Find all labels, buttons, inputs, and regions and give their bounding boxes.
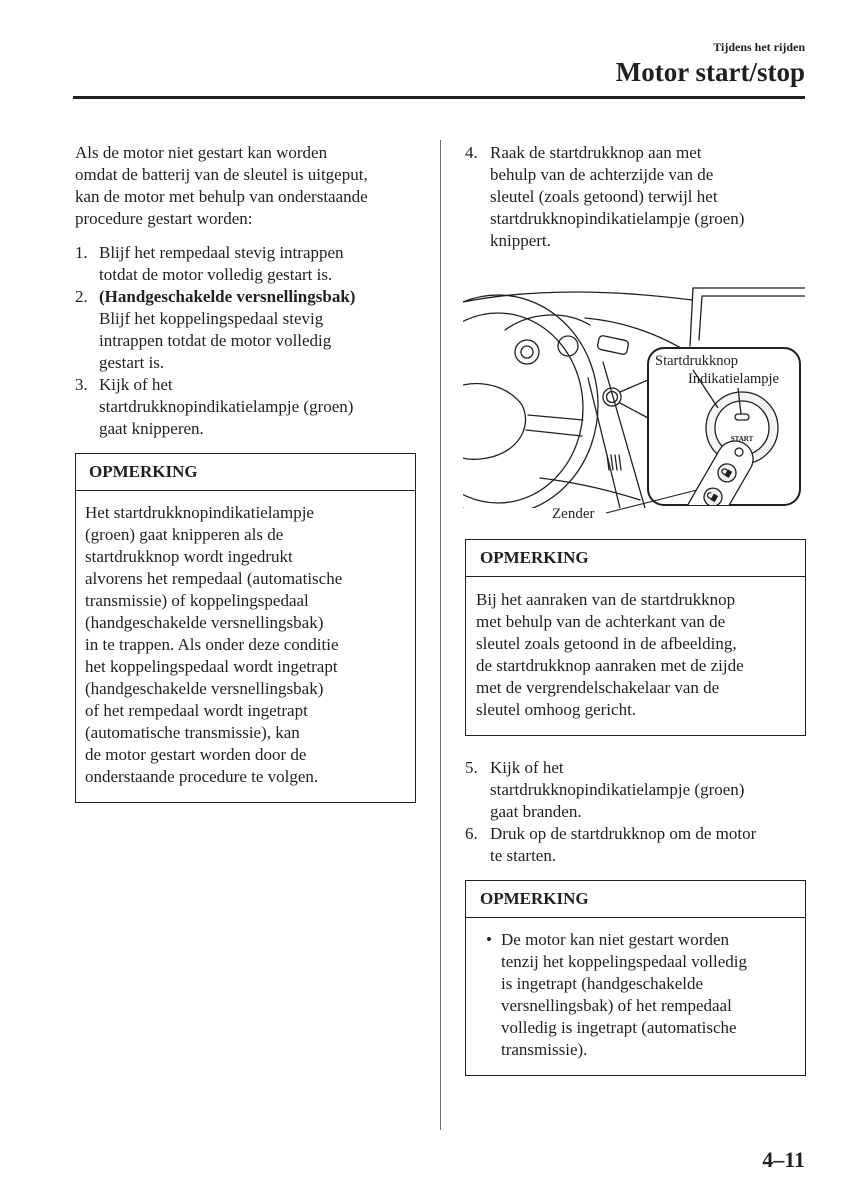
- list-item: [75, 242, 420, 286]
- note-line: sleutel omhoog gericht.: [476, 700, 637, 719]
- zoom-line: [620, 380, 648, 418]
- step-number: 2.: [75, 287, 88, 306]
- step-text: [490, 142, 744, 252]
- label-start-button: Startdrukknop: [655, 353, 738, 369]
- note-line: Het startdrukknopindikatielampje: [85, 503, 314, 522]
- header-rule: [73, 96, 805, 99]
- note-line: is ingetrapt (handgeschakelde: [501, 974, 704, 993]
- gauge-left-inner: [521, 346, 533, 358]
- step-text-line: startdrukknopindikatielampje (groen): [490, 780, 745, 799]
- step-heading: (Handgeschakelde versnellingsbak): [99, 287, 356, 306]
- step-text-line: Druk op de startdrukknop om de motor: [490, 824, 757, 843]
- step-text-line: Kijk of het: [490, 758, 564, 777]
- note-line: de motor gestart worden door de: [85, 745, 307, 764]
- note-line: (automatische transmissie), kan: [85, 723, 300, 742]
- note-line: de startdrukknop aanraken met de zijde: [476, 656, 744, 675]
- step-text: [99, 242, 344, 286]
- procedure-list-right-top: [465, 142, 805, 252]
- intro-line: Als de motor niet gestart kan worden: [75, 143, 328, 162]
- note-line: onderstaande procedure te volgen.: [85, 767, 319, 786]
- note-heading: OPMERKING: [76, 454, 415, 491]
- step-text-line: intrappen totdat de motor volledig: [99, 331, 332, 350]
- dashboard-top-line: [463, 292, 692, 302]
- list-item: [75, 374, 420, 440]
- step-text-line: te starten.: [490, 846, 557, 865]
- air-vent: [597, 335, 629, 355]
- note-line: (handgeschakelde versnellingsbak): [85, 613, 324, 632]
- note-line: transmissie).: [501, 1040, 588, 1059]
- step-text: [490, 757, 744, 823]
- step-text-line: startdrukknopindikatielampje (groen): [99, 397, 354, 416]
- intro-paragraph: [75, 142, 420, 230]
- procedure-list-left: [75, 242, 420, 440]
- label-transmitter: Zender: [552, 506, 595, 522]
- note-line: alvorens het rempedaal (automatische: [85, 569, 343, 588]
- center-console-left: [588, 378, 620, 508]
- note-line: met behulp van de achterkant van de: [476, 612, 726, 631]
- note-line: transmissie) of koppelingspedaal: [85, 591, 309, 610]
- lower-dash-line: [540, 478, 640, 500]
- label-indicator: Indikatielampje: [688, 371, 779, 387]
- note-line: versnellingsbak) of het rempedaal: [501, 996, 732, 1015]
- step-text-line: Blijf het koppelingspedaal stevig: [99, 309, 324, 328]
- step-text-line: Raak de startdrukknop aan met: [490, 143, 702, 162]
- step-text-line: Blijf het rempedaal stevig intrappen: [99, 243, 344, 262]
- note-line: (groen) gaat knipperen als de: [85, 525, 284, 544]
- indicator-lamp: [735, 414, 749, 420]
- note-line: sleutel zoals getoond in de afbeelding,: [476, 634, 737, 653]
- step-text-line: gaat knipperen.: [99, 419, 204, 438]
- note-line: volledig is ingetrapt (automatische: [501, 1018, 737, 1037]
- page-title: Motor start/stop: [615, 57, 805, 87]
- step-text-line: totdat de motor volledig gestart is.: [99, 265, 333, 284]
- step-text-line: startdrukknopindikatielampje (groen): [490, 209, 745, 228]
- procedure-list-right-bottom: [465, 757, 805, 867]
- note-line: Bij het aanraken van de startdrukknop: [476, 590, 736, 609]
- list-item: [465, 757, 805, 823]
- note-box: [465, 539, 806, 736]
- steering-wheel-hub: [463, 384, 526, 460]
- intro-line: procedure gestart worden:: [75, 209, 253, 228]
- note-box: [465, 880, 806, 1076]
- intro-line: kan de motor met behulp van onderstaande: [75, 187, 368, 206]
- note-heading: OPMERKING: [466, 881, 805, 918]
- step-text: [99, 286, 355, 374]
- note-line: of het rempedaal wordt ingetrapt: [85, 701, 308, 720]
- note-line: startdrukknop wordt ingedrukt: [85, 547, 293, 566]
- list-item: [465, 142, 805, 252]
- note-box: [75, 453, 416, 803]
- step-number: 5.: [465, 758, 478, 777]
- intro-line: omdat de batterij van de sleutel is uitgeput,: [75, 165, 368, 184]
- step-text-line: gaat branden.: [490, 802, 582, 821]
- steering-wheel-spoke: [526, 415, 583, 436]
- column-divider: [440, 140, 441, 1130]
- start-button-illustration: [463, 280, 805, 530]
- step-text: [99, 374, 353, 440]
- step-text-line: behulp van de achterzijde van de: [490, 165, 714, 184]
- start-button-text: START: [730, 435, 754, 443]
- note-line: in te trappen. Als onder deze conditie: [85, 635, 339, 654]
- page-number: 4–11: [762, 1147, 805, 1172]
- display-screen-inner: [699, 296, 805, 340]
- bullet-text: [501, 929, 747, 1061]
- step-text-line: Kijk of het: [99, 375, 173, 394]
- gauge-left: [515, 340, 539, 364]
- list-item: [75, 286, 420, 374]
- note-line: het koppelingspedaal wordt ingetrapt: [85, 657, 338, 676]
- note-line: tenzij het koppelingspedaal volledig: [501, 952, 747, 971]
- note-bullet-item: [466, 918, 805, 1061]
- step-number: 3.: [75, 375, 88, 394]
- note-line: De motor kan niet gestart worden: [501, 930, 730, 949]
- note-line: met de vergrendelschakelaar van de: [476, 678, 720, 697]
- step-number: 4.: [465, 143, 478, 162]
- section-title: Tijdens het rijden: [713, 40, 805, 54]
- note-heading: OPMERKING: [466, 540, 805, 577]
- step-number: 6.: [465, 824, 478, 843]
- note-line: (handgeschakelde versnellingsbak): [85, 679, 324, 698]
- instrument-hood: [505, 315, 590, 330]
- step-number: 1.: [75, 243, 88, 262]
- display-screen: [690, 288, 805, 346]
- bullet-marker: •: [486, 930, 492, 949]
- step-text: [490, 823, 756, 867]
- step-text-line: knippert.: [490, 231, 551, 250]
- steering-wheel-outer-rim: [463, 295, 598, 515]
- list-item: [465, 823, 805, 867]
- start-button-small: [603, 388, 621, 406]
- step-text-line: gestart is.: [99, 353, 165, 372]
- note-body: [76, 491, 415, 788]
- note-body: [466, 577, 805, 721]
- step-text-line: sleutel (zoals getoond) terwijl het: [490, 187, 718, 206]
